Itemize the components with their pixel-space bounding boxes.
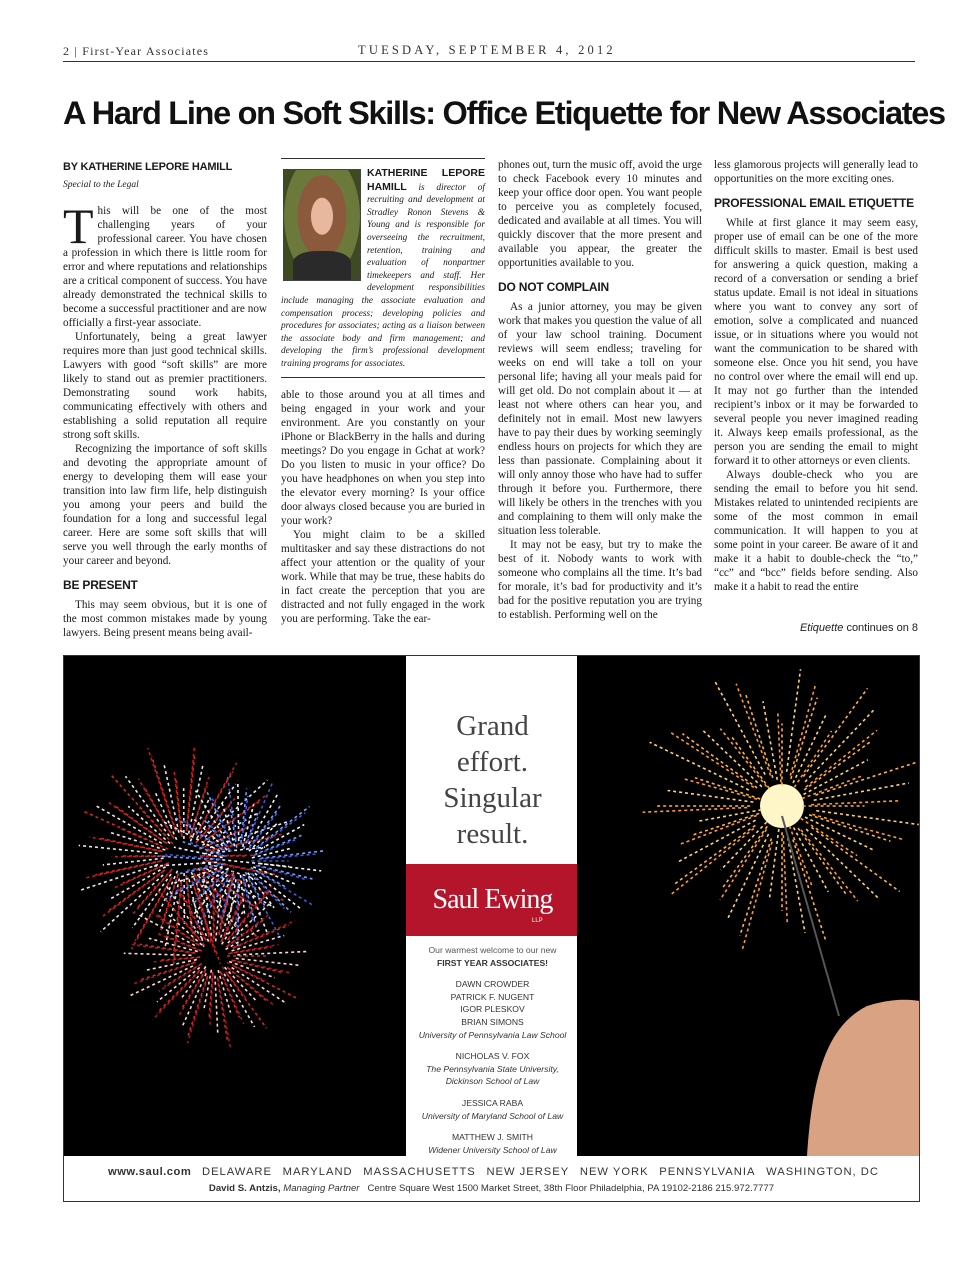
welcome-list: Our warmest welcome to our new FIRST YEAR ASSOCIATES! DAWN CROWDER PATRICK F. NUGENT IGOR PLESKOV BRIAN SIMONS University of Pennsylvania Law School NICHOLAS V. FOX The Pennsylvania State University, Dickinson School of Law JESSICA RABA University of Maryland School of Law MATTHEW J. SMITH Widener University School of Law — [406, 944, 579, 1156]
paragraph: phones out, turn the music off, avoid the urge to check Facebook every 10 minutes and keep your office door open. You want people to perceive you as completely focused, dedicated and available at all times. You will quickly discover that the more present and available you appear, the greater the opportunities available to you. — [498, 159, 702, 269]
ad-center-panel — [406, 656, 579, 1156]
associate-name: BRIAN SIMONS — [461, 1016, 524, 1027]
website-link: www.saul.com — [108, 1166, 192, 1178]
section-heading: BE PRESENT — [63, 578, 138, 592]
author-bio — [281, 158, 485, 378]
associate-name: MATTHEW J. SMITH — [452, 1132, 533, 1143]
paragraph: As a junior attorney, you may be given work that makes you question the value of all of your law school training. Document reviews will seem endless; traveling for weeks on end will take a toll on your personal life; having all your meals paid for will get old. Do not complain about it — at least not where others can hear you, and definitely not in email. Most new lawyers have to pay their dues by working seemingly endless hours on projects for which they are less than passionate. Complaining about it will only annoy those who have had to suffer through it before you. Furthermore, there will likely be others in the trenches with you and complaining to them will only make the situation less tolerable. — [498, 301, 702, 537]
paragraph: less glamorous projects will generally lead to opportunities on the more exciting ones. — [714, 159, 918, 185]
article-column-1 — [63, 158, 267, 640]
ad-footer — [64, 1156, 919, 1202]
section-heading: DO NOT COMPLAIN — [498, 280, 609, 294]
fireworks-image — [64, 656, 406, 1156]
saul-ewing-logo: Saul Ewing LLP — [406, 864, 579, 936]
paragraph: Unfortunately, being a great lawyer requires more than just good technical skills. Lawyers with good “soft skills” are more likely to stand out as premier practitioners. Demonstrating sound work habits, communicating effectively with others and establishing a solid reputation all require strong soft skills. — [63, 331, 267, 441]
continuation-note: Etiquette continues on 8 — [799, 622, 918, 634]
associate-name: IGOR PLESKOV — [460, 1004, 525, 1015]
school-name: University of Pennsylvania Law School — [418, 1029, 567, 1040]
bio-name: KATHERINE LEPORE HAMILL — [367, 167, 485, 193]
associate-name: JESSICA RABA — [461, 1097, 524, 1108]
article-column-4 — [714, 158, 918, 594]
author-photo — [283, 169, 361, 281]
article-column-3 — [498, 158, 702, 622]
bio-text: is director of recruiting and development at Stradley Ronon Stevens & Young and is responsible for overseeing the recruitment, retention, training and evaluation of nonpartner timekeepers and staff. Her development responsibilities include managing the associate evaluation and compensation process; developing policies and procedures for associates; acting as a liaison between the associate body and firm management; and developing the firm’s professional development training programs for associates. — [281, 182, 485, 369]
school-name: Dickinson School of Law — [445, 1076, 540, 1087]
office-state: PENNSYLVANIA — [659, 1166, 756, 1178]
byline-note: Special to the Legal — [63, 180, 139, 190]
advertisement — [63, 655, 920, 1202]
issue-date: TUESDAY, SEPTEMBER 4, 2012 — [358, 43, 616, 57]
article-headline: A Hard Line on Soft Skills: Office Etiquette for New Associates — [63, 95, 945, 131]
article-column-2 — [281, 158, 485, 626]
office-state: WASHINGTON, DC — [766, 1166, 879, 1178]
paragraph: This will be one of the most challenging years of your professional career. You have chosen a profession in which there is little room for error and where reputations and relationships are a critical component of success. You have already demonstrated the technical skills to become a successful practitioner and are now officially a first-year associate. — [63, 198, 267, 329]
paragraph: able to those around you at all times and being engaged in your work and your environment. Are you constantly on your iPhone or BlackBerry in the halls and during meetings? Do you engage in Gchat at work? Do you listen to music in your office? Do you have headphones on when you step into the elevator every morning? Is your office door always closed because you are buried in your work? — [281, 388, 485, 527]
office-state: NEW YORK — [579, 1166, 649, 1178]
paragraph: While at first glance it may seem easy, proper use of email can be one of the more difficult skills to master. Email is best used for answering a quick question, making a record of a conversation or sending a brief status update. Email is not ideal in situations where you want to convey any sort of emotion, solve a complicated and nuanced issue, or in situations where you would not want the communication to be shared with someone else. Once you hit send, you have no control over where the email will end up. It may not go further than the intended recipient’s inbox or it may be forwarded to several people you never imagined reading it. Always keep emails professional, as the person you are sending the email to might forward it to other attorneys or even clients. — [714, 217, 918, 467]
ad-tagline: Grand effort. Singular result. — [443, 710, 542, 850]
associate-name: DAWN CROWDER — [455, 979, 530, 990]
office-state: DELAWARE — [201, 1166, 272, 1178]
school-name: The Pennsylvania State University, — [426, 1063, 559, 1074]
paragraph: It may not be easy, but try to make the best of it. Nobody wants to work with someone who complains all the time. It’s bad for morale, it’s bad for productivity and it’s bad for the positive reputation you are trying to establish. Performing well on the — [498, 539, 702, 621]
office-state: NEW JERSEY — [486, 1166, 570, 1178]
paragraph: Always double-check who you are sending the email to before you hit send. Mistakes related to unintended recipients are some of the most common in email communication. It will happen to you at some point in your career. Be aware of it and make it a habit to double-check the “to,” “cc” and “bcc” fields before sending. Also make it a habit to read the entire — [714, 469, 918, 593]
byline: BY KATHERINE LEPORE HAMILL — [63, 161, 233, 173]
office-state: MASSACHUSETTS — [363, 1166, 476, 1178]
office-locations — [108, 1166, 879, 1178]
running-header — [63, 42, 915, 62]
school-name: University of Maryland School of Law — [421, 1110, 564, 1121]
paragraph: This may seem obvious, but it is one of the most common mistakes made by young lawyers. Being present means being avail- — [63, 599, 267, 639]
paragraph: Recognizing the importance of soft skills and devoting the appropriate amount of energy to developing them will ease your transition into law firm life, help distinguish you among your peers and build the foundation for a long and successful legal career. Here are some soft skills that will serve you well through the early months of your career and beyond. — [63, 443, 267, 567]
paragraph: You might claim to be a skilled multitasker and say these distractions do not affect your attention or the quality of your work. While that may be true, these habits do in fact create the perception that you are distracted and not fully engaged in the work you are performing. Take the ear- — [281, 528, 485, 625]
sparkler-image — [577, 656, 919, 1156]
section-heading: PROFESSIONAL EMAIL ETIQUETTE — [714, 196, 914, 210]
school-name: Widener University School of Law — [428, 1144, 557, 1155]
page-section: 2 | First-Year Associates — [63, 44, 210, 58]
firm-address: David S. Antzis, Managing Partner Centre Square West 1500 Market Street, 38th Floor Philadelphia, PA 19102-2186 215.972.7777 — [208, 1183, 775, 1194]
office-state: MARYLAND — [282, 1166, 353, 1178]
associate-name: PATRICK F. NUGENT — [450, 991, 535, 1002]
drop-cap: T — [63, 198, 94, 254]
associate-name: NICHOLAS V. FOX — [455, 1051, 530, 1062]
